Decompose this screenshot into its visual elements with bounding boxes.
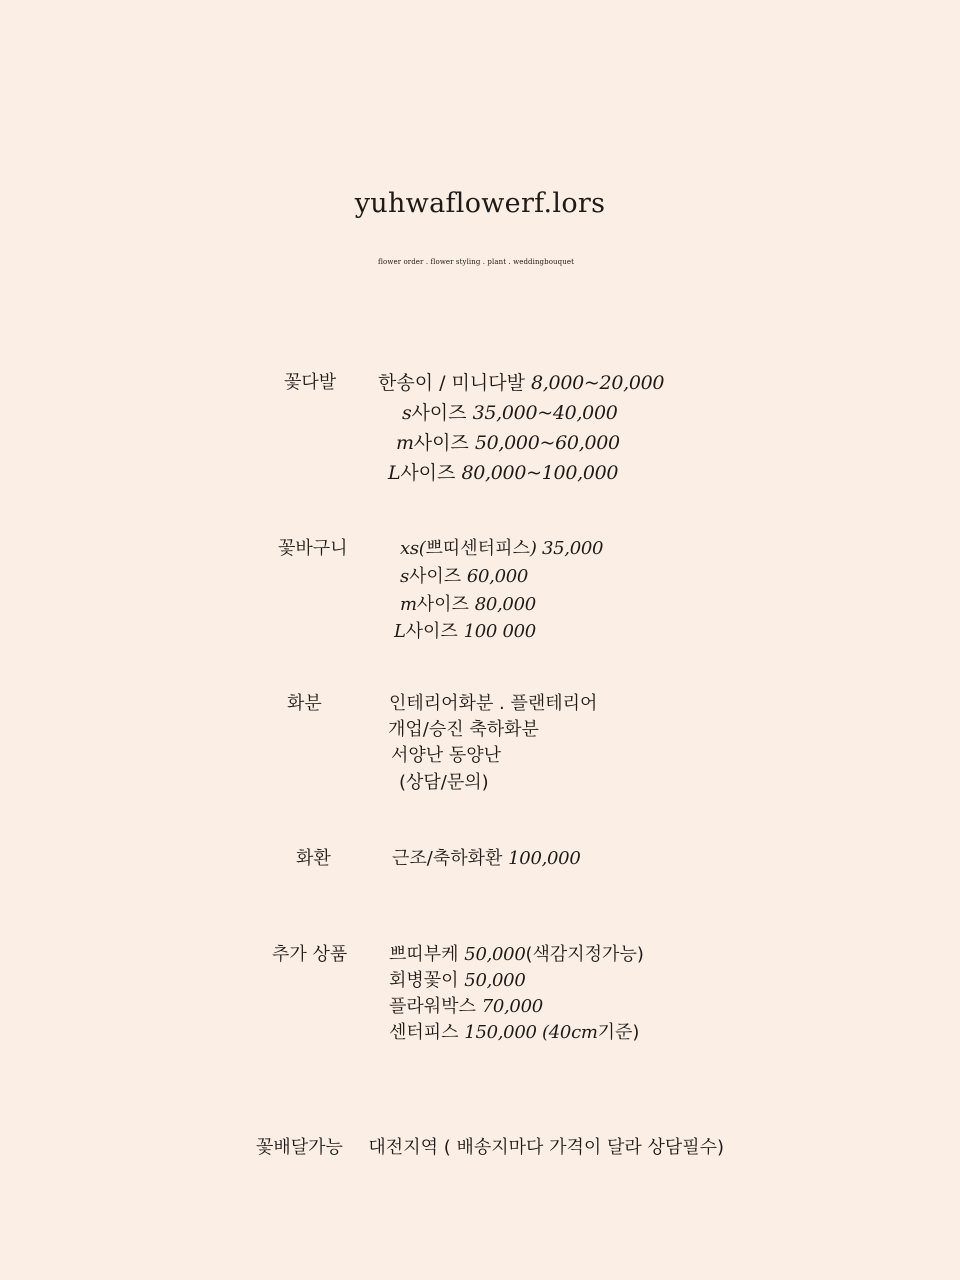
size-prefix: L (394, 621, 406, 642)
size-prefix: m (396, 432, 414, 454)
item-price: 150,000 (40cm (464, 1022, 598, 1043)
item-price: 8,000~20,000 (531, 372, 665, 394)
menu-item-extra-flower-box (389, 998, 543, 1016)
item-price: 80,000~100,000 (461, 462, 619, 484)
menu-item-extra-centerpiece (389, 1024, 639, 1042)
item-name: 사이즈 (400, 462, 456, 484)
menu-item-wreath (392, 850, 580, 868)
menu-item-basket-l (394, 623, 536, 641)
item-name: 사이즈 (413, 432, 469, 454)
category-bouquet: 꽃다발 (284, 372, 337, 393)
category-basket: 꽃바구니 (278, 538, 348, 559)
item-price: 50,000 (464, 944, 526, 965)
size-prefix: m (400, 594, 417, 615)
menu-item-pot-orchid: 서양난 동양난 (391, 745, 502, 766)
category-wreath: 화환 (296, 848, 331, 869)
menu-item-pot-congrats: 개업/승진 축하화분 (388, 719, 539, 740)
delivery-note: ( 배송지마다 가격이 달라 상담필수) (443, 1137, 725, 1158)
item-price: ) 35,000 (529, 538, 604, 559)
item-name: 쁘띠센터피스 (425, 538, 530, 559)
brand-title: yuhwaflowerf.lors (354, 188, 606, 219)
menu-item-bouquet-m (396, 434, 620, 453)
menu-item-basket-xs (400, 540, 603, 558)
brand-tagline: flower order . flower styling . plant . weddingbouquet (378, 258, 574, 266)
menu-item-basket-s (400, 568, 528, 586)
delivery-info (256, 1139, 724, 1157)
size-prefix: L (388, 462, 401, 484)
menu-item-bouquet-l (388, 464, 618, 483)
menu-item-extra-vase (389, 972, 525, 990)
item-price: 35,000~40,000 (472, 402, 618, 424)
delivery-label: 꽃배달가능 (256, 1137, 343, 1158)
delivery-area: 대전지역 (368, 1137, 438, 1158)
menu-item-pot-interior: 인테리어화분 . 플랜테리어 (389, 693, 598, 714)
item-price: 70,000 (481, 996, 543, 1017)
item-name: 센터피스 (389, 1022, 459, 1043)
size-prefix: s (400, 566, 409, 587)
menu-item-extra-petit-bouquet (389, 946, 644, 964)
item-price: 80,000 (474, 594, 536, 615)
item-name: 쁘띠부케 (389, 944, 459, 965)
item-name: 사이즈 (408, 566, 462, 587)
item-name: 근조/축하화환 (392, 848, 503, 869)
item-price: 100 000 (463, 621, 536, 642)
menu-item-basket-m (400, 596, 536, 614)
size-prefix: s (402, 402, 412, 424)
category-pot: 화분 (287, 693, 322, 714)
menu-item-pot-consult: (상담/문의) (399, 772, 489, 793)
category-extra: 추가 상품 (272, 944, 348, 965)
item-price: 50,000~60,000 (474, 432, 620, 454)
menu-item-bouquet-s (402, 404, 618, 423)
size-prefix: xs( (400, 538, 426, 559)
item-note: 기준) (597, 1022, 640, 1043)
item-price: 60,000 (466, 566, 529, 587)
item-price: 50,000 (464, 970, 526, 991)
item-price: 100,000 (508, 848, 581, 869)
item-name: 사이즈 (411, 402, 467, 424)
item-note: (색감지정가능) (525, 944, 644, 965)
item-name: 사이즈 (416, 594, 469, 615)
item-name: 플라워박스 (389, 996, 476, 1017)
item-name: 한송이 / 미니다발 (378, 372, 525, 394)
item-name: 회병꽃이 (389, 970, 459, 991)
menu-item-bouquet-single (378, 374, 664, 393)
item-name: 사이즈 (405, 621, 458, 642)
